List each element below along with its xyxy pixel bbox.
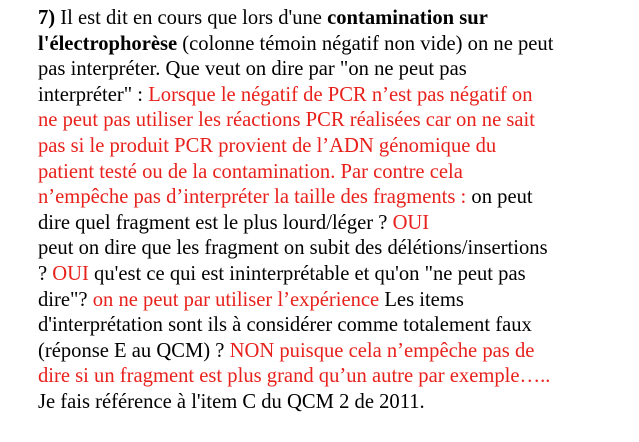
body-text: peut on dire que les fragment on subit des délétions/insertions <box>38 237 548 260</box>
body-text: ? <box>38 262 53 285</box>
paragraph-line <box>38 185 634 211</box>
answer-text: n’empêche pas d’interpréter la taille des fragments : <box>38 186 467 209</box>
paragraph-line <box>38 6 634 32</box>
paragraph-line <box>38 57 634 83</box>
paragraph-line <box>38 313 634 339</box>
body-text: d'interprétation sont ils à considérer comme totalement faux <box>38 314 532 337</box>
question-paragraph <box>38 6 634 416</box>
answer-text: ne peut pas utiliser les réactions PCR réalisées car on ne sait <box>38 109 535 132</box>
paragraph-line <box>38 262 634 288</box>
paragraph-line <box>38 364 634 390</box>
body-text: dire"? <box>38 288 93 311</box>
answer-text: NON puisque cela n’empêche pas de <box>229 339 535 362</box>
paragraph-line <box>38 83 634 109</box>
answer-text: Lorsque le négatif de PCR n’est pas négatif on <box>148 83 533 106</box>
body-text: (colonne témoin négatif non vide) on ne peut <box>177 32 554 55</box>
body-text: on peut <box>466 186 533 209</box>
answer-text: on ne peut par utiliser l’expérience <box>92 288 380 311</box>
answer-text: dire si un fragment est plus grand qu’un autre par exemple….. <box>38 365 551 388</box>
body-text: Je fais référence à l'item C du QCM 2 de 2011. <box>38 390 425 413</box>
paragraph-line <box>38 211 634 237</box>
paragraph-line <box>38 339 634 365</box>
body-text: qu'est ce qui est ininterprétable et qu'on "ne peut pas <box>88 262 526 285</box>
bold-text: 7) <box>38 7 56 29</box>
answer-text: OUI <box>392 211 430 234</box>
paragraph-line <box>38 288 634 314</box>
body-text: Les items <box>379 288 464 311</box>
bold-text: l'électrophorèse <box>38 32 178 55</box>
paragraph-line <box>38 108 634 134</box>
paragraph-line <box>38 134 634 160</box>
answer-text: OUI <box>52 262 89 285</box>
body-text: Il est dit en cours que lors d'une <box>55 7 328 29</box>
answer-text: patient testé ou de la contamination. Par contre cela <box>38 160 463 183</box>
body-text: interpréter" : <box>38 83 149 106</box>
paragraph-line <box>38 390 634 416</box>
paragraph-line <box>38 32 634 58</box>
answer-text: pas si le produit PCR provient de l’ADN génomique du <box>38 134 497 157</box>
body-text: (réponse E au QCM) ? <box>38 339 230 362</box>
bold-text: contamination sur <box>327 7 488 29</box>
body-text: dire quel fragment est le plus lourd/léger ? <box>38 211 393 234</box>
paragraph-line <box>38 236 634 262</box>
paragraph-line <box>38 160 634 186</box>
body-text: pas interpréter. Que veut on dire par "on ne peut pas <box>38 58 467 81</box>
